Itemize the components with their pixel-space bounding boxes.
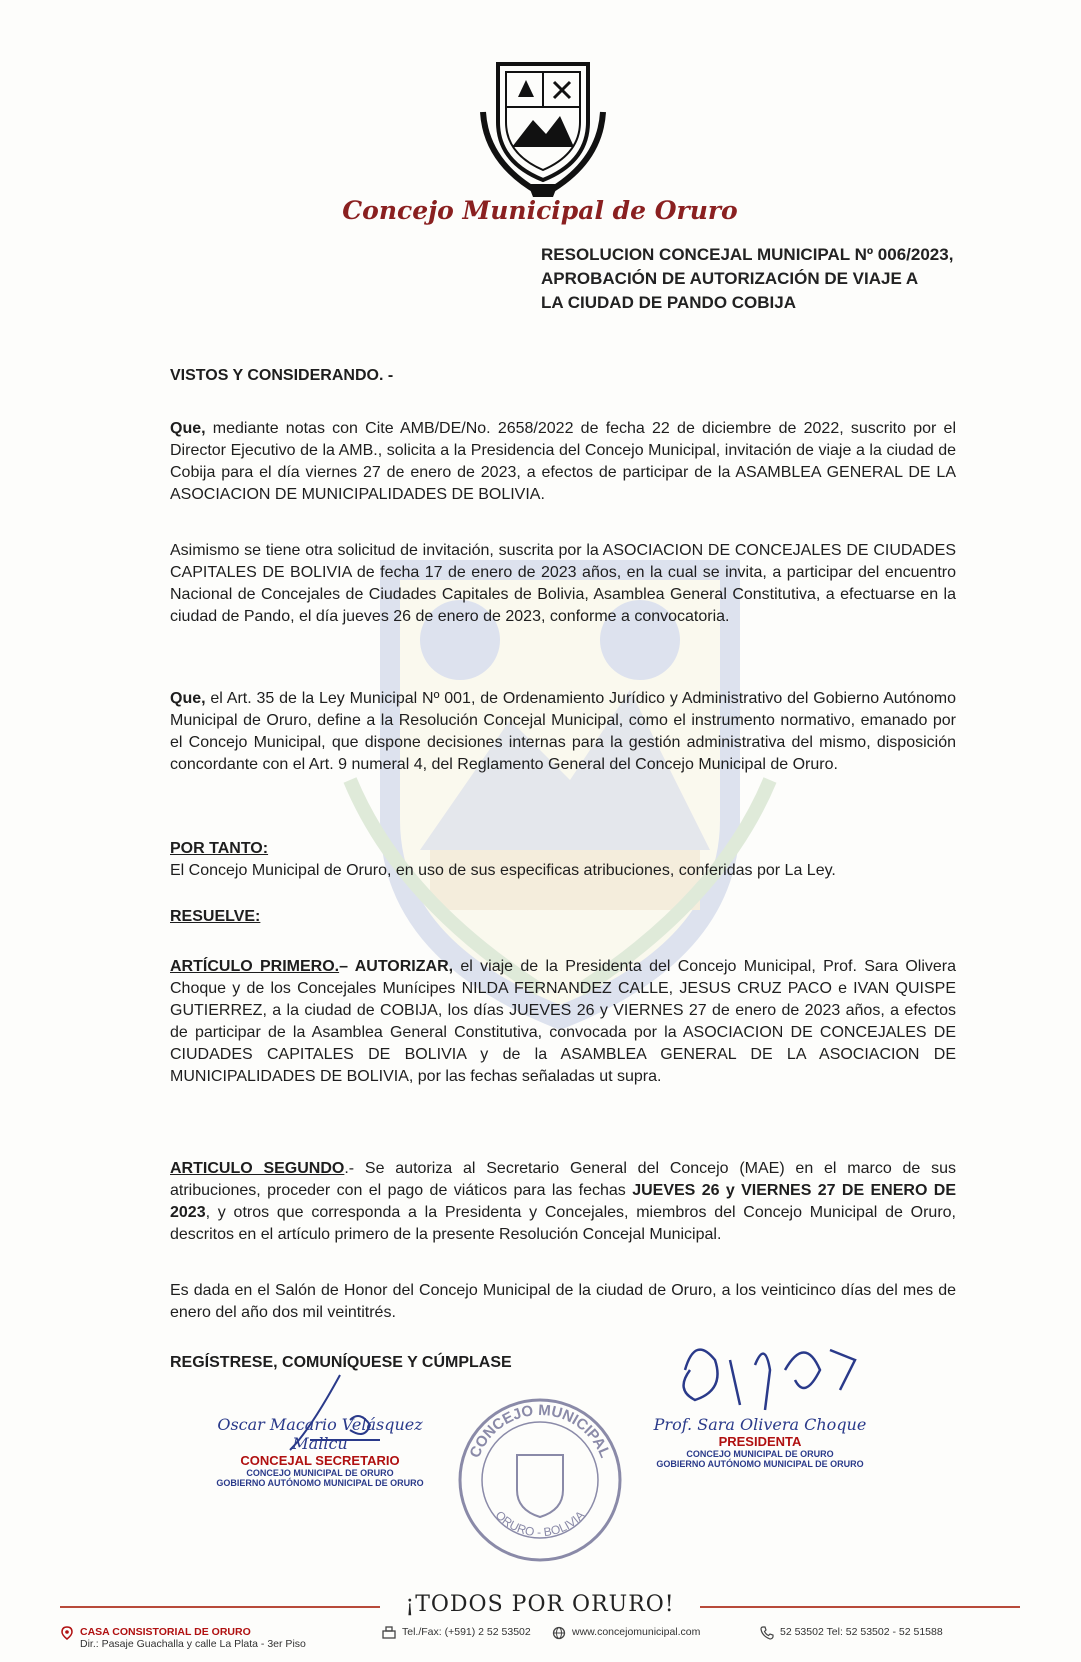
article-1-text: el viaje de la Presidenta del Concejo Municipal, Prof. Sara Olivera Choque y de los Concejales Munícipes NILDA FERNANDEZ CALLE, JESUS CRUZ PACO e IVAN QUISPE GUTIERREZ, a la ciudad de COBIJA, los días JUEVES 26 y VIERNES 27 de enero de 2023 años, a efectos de participar de la Asamblea General Constitutiva, convocada por la ASOCIACION DE CONCEJALES DE CIUDADES CAPITALES DE BOLIVIA y de la ASAMBLEA GENERAL DE LA ASOCIACION DE MUNICIPALIDADES DE BOLIVIA, por las fechas señaladas ut supra.: [170, 958, 957, 1085]
signature-block-secretary: [210, 1415, 430, 1488]
footer-phones-text: 52 53502 Tel: 52 53502 - 52 51588: [780, 1626, 943, 1638]
signature-block-president: [650, 1415, 870, 1469]
footer-telfax: [382, 1626, 531, 1640]
vistos-heading: VISTOS Y CONSIDERANDO. -: [170, 367, 394, 384]
signatory-role: PRESIDENTA: [718, 1434, 802, 1449]
article-2-text: , y otros que corresponda a la Presidenta y Concejales, miembros del Concejo Municipal de Oruro, descritos en el artículo primero de la presente Resolución Concejal Municipal.: [170, 1204, 956, 1243]
svg-text:CONCEJO MUNICIPAL: [466, 1402, 613, 1461]
footer-phones: [760, 1626, 943, 1640]
que-lead: Que,: [170, 690, 206, 707]
signatory-org: CONCEJO MUNICIPAL DE ORURO: [246, 1468, 394, 1478]
article-2-heading: ARTICULO SEGUNDO: [170, 1160, 345, 1177]
footer-website-link[interactable]: www.concejomunicipal.com: [572, 1626, 701, 1638]
article-1-verb: – AUTORIZAR,: [339, 958, 454, 975]
footer-slogan: ¡TODOS POR ORURO!: [405, 1592, 675, 1617]
article-2: [170, 1158, 956, 1246]
footer-website: [552, 1626, 700, 1640]
fax-icon: [382, 1626, 396, 1640]
signatory-org: GOBIERNO AUTÓNOMO MUNICIPAL DE ORURO: [216, 1478, 424, 1488]
signatory-org: GOBIERNO AUTÓNOMO MUNICIPAL DE ORURO: [656, 1459, 864, 1469]
council-crest-logo: [468, 52, 618, 202]
svg-text:ORURO - BOLIVIA: [493, 1508, 588, 1539]
resolution-title: [541, 243, 1001, 315]
considerando-paragraph-2: Asimismo se tiene otra solicitud de invitación, suscrita por la ASOCIACION DE CONCEJALES DE CIUDADES CAPITALES DE BOLIVIA de fecha 17 de enero de 2023 años, en la cual se invita, a participar del encuentro Nacional de Concejales de Ciudades Capitales de Bolivia, Asamblea General Constitutiva, a efectuarse en la ciudad de Pando, el día jueves 26 de enero de 2023, conforme a convocatoria.: [170, 542, 956, 625]
footer-rule-left: [60, 1606, 380, 1608]
article-2-text: .- Se autoriza al Secretario General del Concejo (MAE) en el marco de sus atribuciones, proceder con el pago de viáticos para las fechas: [170, 1160, 957, 1199]
por-tanto-text: El Concejo Municipal de Oruro, en uso de sus especificas atribuciones, conferidas por La Ley.: [170, 862, 836, 879]
footer-telfax-text: Tel./Fax: (+591) 2 52 53502: [402, 1626, 531, 1638]
location-pin-icon: [60, 1626, 74, 1640]
signatory-name: Prof. Sara Olivera Choque: [653, 1415, 867, 1434]
resolution-title-line: RESOLUCION CONCEJAL MUNICIPAL Nº 006/2023,: [541, 245, 954, 264]
resolution-title-line: APROBACIÓN DE AUTORIZACIÓN DE VIAJE A: [541, 269, 919, 288]
article-1-heading: ARTÍCULO PRIMERO.: [170, 958, 340, 975]
resolution-title-line: LA CIUDAD DE PANDO COBIJA: [541, 293, 797, 312]
signatory-name: Oscar Macario Velásquez Mallcu: [217, 1415, 423, 1453]
considerando-paragraph-1: [170, 418, 956, 506]
globe-icon: [552, 1626, 566, 1640]
article-1: [170, 956, 956, 1088]
registrese-line: REGÍSTRESE, COMUNÍQUESE Y CÚMPLASE: [170, 1354, 512, 1371]
footer-address: [60, 1626, 306, 1650]
considerando-paragraph-3: [170, 688, 956, 776]
resuelve-heading: RESUELVE:: [170, 908, 261, 925]
dada-paragraph: Es dada en el Salón de Honor del Concejo Municipal de la ciudad de Oruro, a los veinticinco días del mes de enero del año dos mil veintitrés.: [170, 1282, 956, 1321]
footer-address-text: Dir.: Pasaje Guachalla y calle La Plata - 3er Piso: [80, 1638, 306, 1650]
por-tanto-heading: POR TANTO:: [170, 840, 269, 857]
footer-address-title: CASA CONSISTORIAL DE ORURO: [80, 1626, 251, 1638]
footer-contact-bar: [60, 1626, 1040, 1660]
phone-icon: [760, 1626, 774, 1640]
paragraph-text: mediante notas con Cite AMB/DE/No. 2658/2022 de fecha 22 de diciembre de 2022, suscrito por el Director Ejecutivo de la AMB., solicita a la Presidencia del Concejo Municipal, invitación de viaje a la ciudad de Cobija para el día viernes 27 de enero de 2023, a efectos de participar de la ASAMBLEA GENERAL DE LA ASOCIACION DE MUNICIPALIDADES DE BOLIVIA.: [170, 420, 956, 503]
footer-rule-right: [700, 1606, 1020, 1608]
stamp-top-text: CONCEJO MUNICIPAL: [466, 1401, 614, 1461]
article-2-dates: JUEVES 26 y VIERNES 27 DE ENERO DE 2023: [170, 1182, 957, 1221]
official-seal-stamp: [455, 1395, 625, 1565]
stamp-bottom-text: ORURO - BOLIVIA: [492, 1508, 588, 1540]
signatory-role: CONCEJAL SECRETARIO: [240, 1453, 400, 1468]
signatory-org: CONCEJO MUNICIPAL DE ORURO: [686, 1449, 834, 1459]
que-lead: Que,: [170, 420, 206, 437]
paragraph-text: el Art. 35 de la Ley Municipal Nº 001, de Ordenamiento Jurídico y Administrativo del Gobierno Autónomo Municipal de Oruro, define a la Resolución Concejal Municipal, como el instrumento normativo, emanado por el Concejo Municipal, que dispone decisiones internas para la gestión administrativa del mismo, disposición concordante con el Art. 9 numeral 4, del Reglamento General del Concejo Municipal de Oruro.: [170, 690, 956, 773]
council-name: Concejo Municipal de Oruro: [342, 196, 738, 225]
